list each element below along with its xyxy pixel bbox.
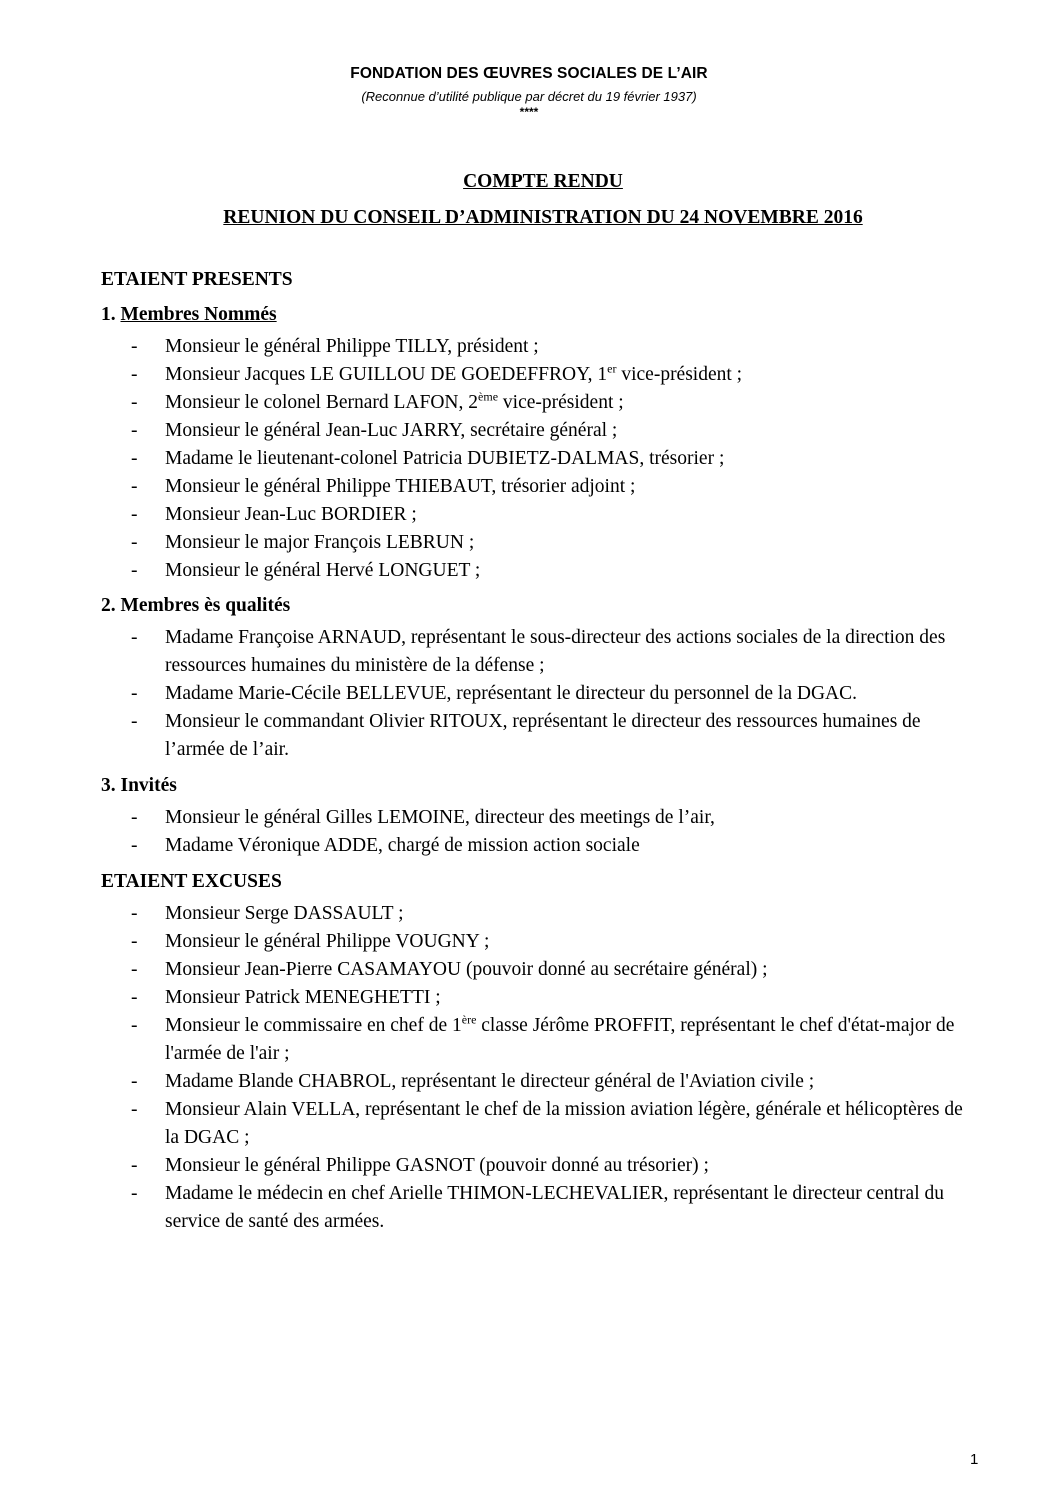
list-item: - Monsieur le général Jean-Luc JARRY, secrétaire général ; xyxy=(101,417,981,445)
subsection-number: 1. xyxy=(101,304,116,325)
list-item: - Monsieur le général Philippe GASNOT (pouvoir donné au trésorier) ; xyxy=(101,1152,981,1180)
list-item: - Madame Marie-Cécile BELLEVUE, représentant le directeur du personnel de la DGAC. xyxy=(101,680,981,708)
list-item: - Monsieur le général Gilles LEMOINE, directeur des meetings de l’air, xyxy=(101,804,981,832)
list-item: - Monsieur Jean-Pierre CASAMAYOU (pouvoir donné au secrétaire général) ; xyxy=(101,956,981,984)
ordinal-superscript: er xyxy=(607,361,617,376)
list-item-text: Monsieur Jacques LE GUILLOU DE GOEDEFFROY, 1 xyxy=(165,364,608,385)
list-item-text: classe Jérôme PROFFIT, représentant le chef d'état-major de l'armée de l'air ; xyxy=(165,1015,955,1064)
list-item: - Monsieur Patrick MENEGHETTI ; xyxy=(101,984,981,1012)
list-item: - Monsieur le major François LEBRUN ; xyxy=(101,529,981,557)
list-nommes xyxy=(101,333,981,585)
list-item-text: Monsieur le colonel Bernard LAFON, 2 xyxy=(165,392,479,413)
list-item: - Monsieur Alain VELLA, représentant le chef de la mission aviation légère, générale et hélicoptères de la DGAC ; xyxy=(101,1096,981,1152)
list-item: - Madame Véronique ADDE, chargé de mission action sociale xyxy=(101,832,981,860)
ordinal-superscript: ème xyxy=(478,389,499,404)
section-heading-excuses: ETAIENT EXCUSES xyxy=(101,871,282,892)
list-item: - Madame le médecin en chef Arielle THIMON-LECHEVALIER, représentant le directeur central du service de santé des armées. xyxy=(101,1180,981,1236)
document-body xyxy=(101,268,981,1236)
subsection-heading-nommes xyxy=(101,303,981,327)
document-subtitle: REUNION DU CONSEIL D’ADMINISTRATION DU 24 NOVEMBRE 2016 xyxy=(223,207,863,228)
ordinal-superscript: ère xyxy=(461,1012,477,1027)
subsection-heading-qualites: 2. Membres ès qualités xyxy=(101,595,291,616)
list-item: - Monsieur Jean-Luc BORDIER ; xyxy=(101,501,981,529)
list-item-text: vice-président ; xyxy=(498,392,624,413)
list-item-text: Monsieur le commissaire en chef de 1 xyxy=(165,1015,462,1036)
organization-name: FONDATION DES ŒUVRES SOCIALES DE L’AIR xyxy=(350,65,708,82)
organization-header xyxy=(0,64,1058,118)
separator-stars: **** xyxy=(519,105,539,119)
list-item: - Monsieur le commandant Olivier RITOUX, représentant le directeur des ressources humaines de l’armée de l’air. xyxy=(101,708,981,764)
list-item: - Madame Blande CHABROL, représentant le directeur général de l'Aviation civile ; xyxy=(101,1068,981,1096)
list-item: - Monsieur le général Philippe VOUGNY ; xyxy=(101,928,981,956)
list-excuses xyxy=(101,900,981,1236)
list-qualites xyxy=(101,624,981,764)
document-title-block xyxy=(0,170,1058,230)
subsection-title: Membres Nommés xyxy=(120,304,277,325)
list-invites xyxy=(101,804,981,860)
page-number: 1 xyxy=(970,1451,979,1468)
list-item: - Monsieur le général Philippe TILLY, président ; xyxy=(101,333,981,361)
list-item: - Monsieur Serge DASSAULT ; xyxy=(101,900,981,928)
list-item-text: vice-président ; xyxy=(616,364,743,385)
subsection-heading-invites: 3. Invités xyxy=(101,775,177,796)
list-item xyxy=(101,361,981,389)
list-item: - Monsieur le général Philippe THIEBAUT, trésorier adjoint ; xyxy=(101,473,981,501)
document-title: COMPTE RENDU xyxy=(463,171,623,192)
list-item xyxy=(101,1012,981,1068)
list-item: - Madame Françoise ARNAUD, représentant le sous-directeur des actions sociales de la direction des ressources humaines du ministère de la défense ; xyxy=(101,624,981,680)
list-item: - Monsieur le général Hervé LONGUET ; xyxy=(101,557,981,585)
section-heading-presents: ETAIENT PRESENTS xyxy=(101,269,293,290)
list-item: - Madame le lieutenant-colonel Patricia DUBIETZ-DALMAS, trésorier ; xyxy=(101,445,981,473)
organization-subtitle: (Reconnue d’utilité publique par décret du 19 février 1937) xyxy=(361,89,697,104)
list-item xyxy=(101,389,981,417)
